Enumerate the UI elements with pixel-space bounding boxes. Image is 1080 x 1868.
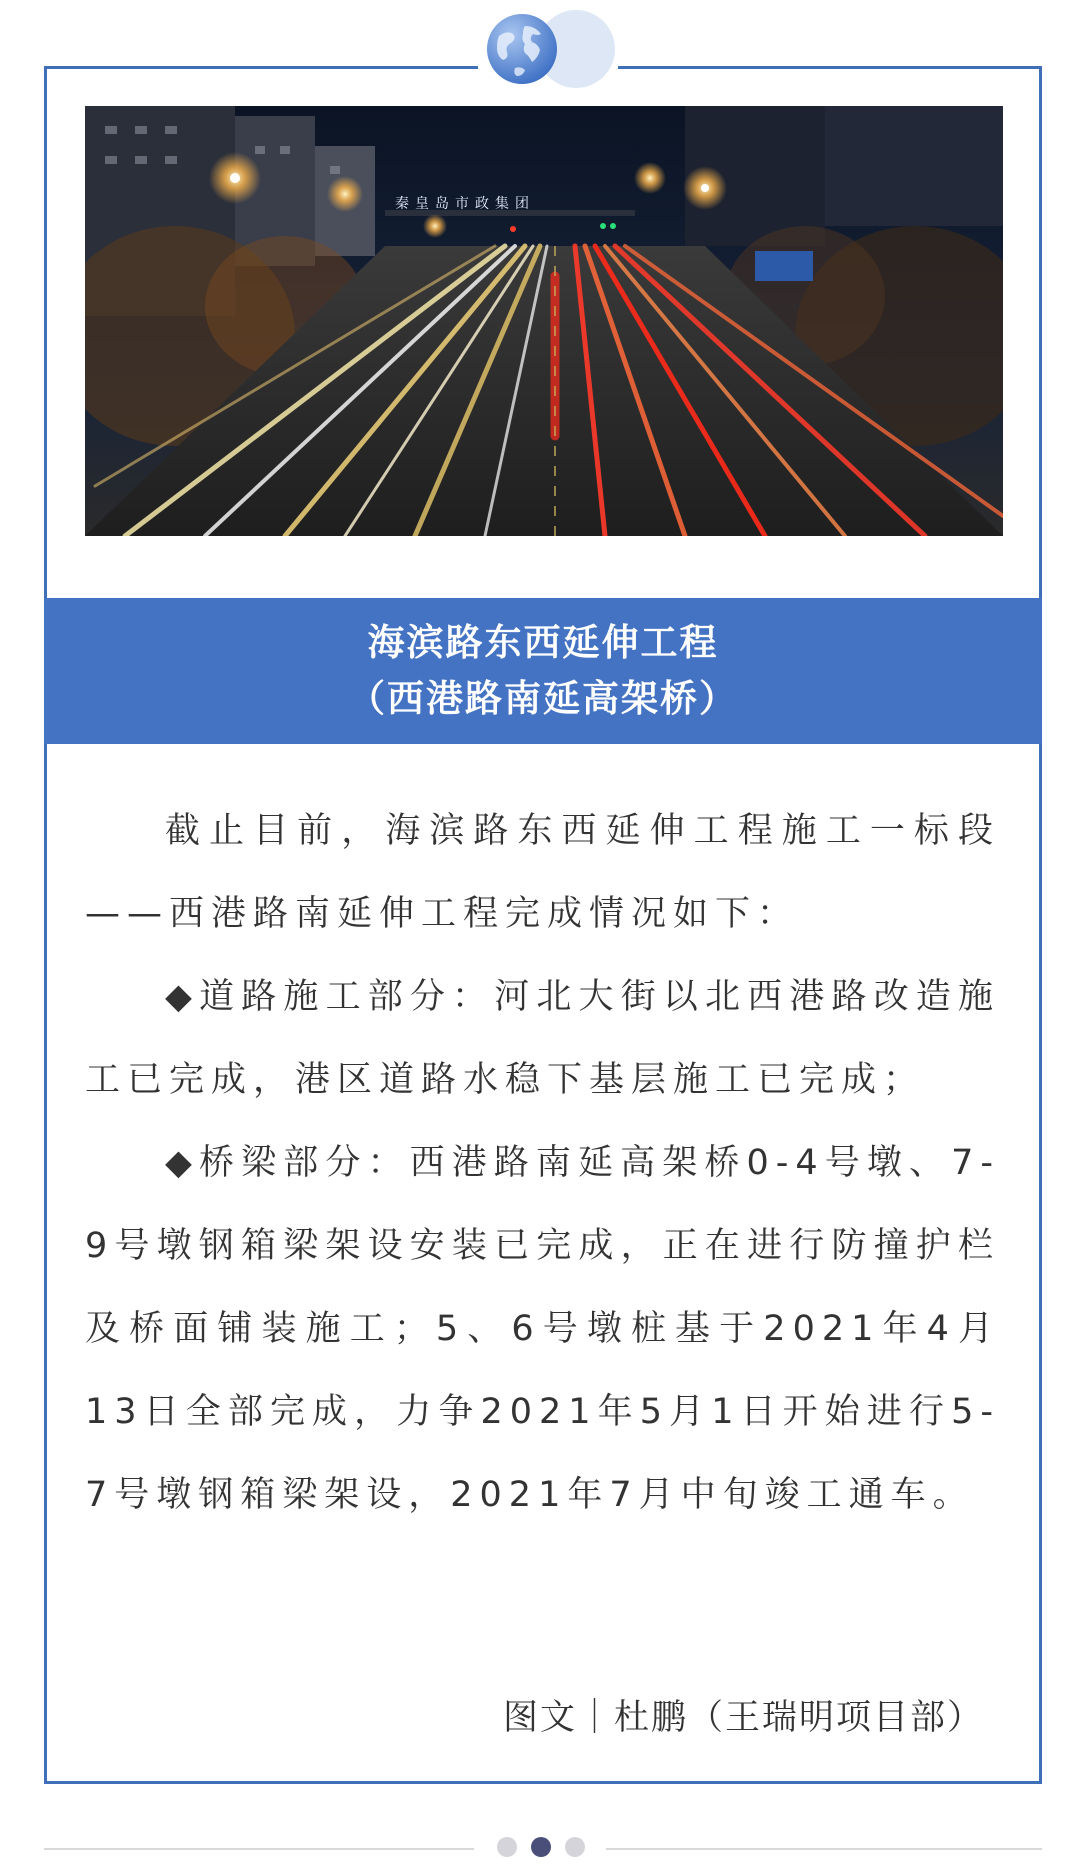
paragraph-intro: 截止目前，海滨路东西延伸工程施工一标段——西港路南延伸工程完成情况如下： — [85, 811, 1000, 934]
article-body — [85, 790, 1000, 1537]
title-band — [44, 598, 1042, 744]
pager-dot — [565, 1837, 585, 1857]
paragraph-road: ◆道路施工部分：河北大街以北西港路改造施工已完成，港区道路水稳下基层施工已完成； — [85, 977, 1000, 1100]
globe-icon — [485, 12, 559, 86]
divider-right — [606, 1848, 1042, 1850]
pager-dot-active — [531, 1837, 551, 1857]
pager-dots — [497, 1837, 585, 1857]
title-line-1: 海滨路东西延伸工程 — [367, 621, 719, 664]
globe-badge — [485, 10, 615, 88]
photo-credit: 图文｜杜鹏（王瑞明项目部） — [502, 1698, 984, 1738]
divider-left — [44, 1848, 474, 1850]
night-road-photo — [85, 106, 1003, 536]
gantry-sign-text: 秦皇岛市政集团 — [395, 196, 535, 212]
title-line-2: （西港路南延高架桥） — [348, 677, 738, 720]
pager-dot — [497, 1837, 517, 1857]
paragraph-bridge: ◆桥梁部分：西港路南延高架桥0-4号墩、7-9号墩钢箱梁架设安装已完成，正在进行防撞护栏及桥面铺装施工；5、6号墩桩基于2021年4月13日全部完成，力争2021年5月1日开始进行5-7号墩钢箱梁架设，2021年7月中旬竣工通车。 — [85, 1143, 1000, 1515]
